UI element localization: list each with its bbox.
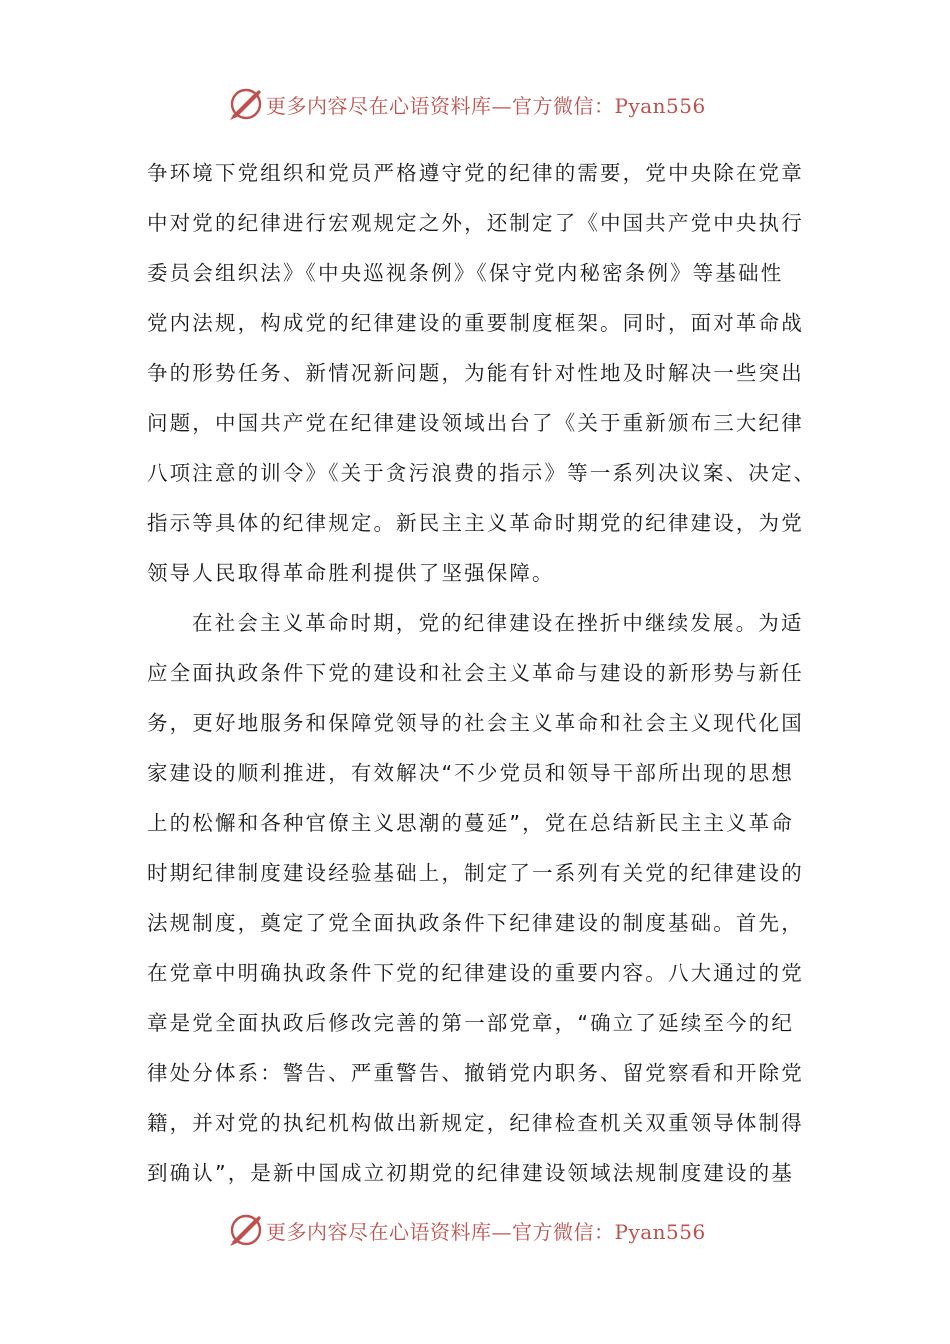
body-line: 问题，中国共产党在纪律建设领域出台了《关于重新颁布三大纪律: [147, 411, 804, 435]
body-line: 争的形势任务、新情况新问题，为能有针对性地及时解决一些突出: [147, 361, 804, 385]
pen-circle-logo-icon: [228, 86, 264, 122]
body-line: 法规制度，奠定了党全面执政条件下纪律建设的制度基础。首先，: [147, 911, 804, 935]
document-body: [147, 148, 817, 1198]
body-line: 上的松懈和各种官僚主义思潮的蔓延”，党在总结新民主主义革命: [147, 811, 794, 835]
body-line: 应全面执政条件下党的建设和社会主义革命与建设的新形势与新任: [147, 661, 804, 685]
body-line: 指示等具体的纪律规定。新民主主义革命时期党的纪律建设，为党: [147, 511, 804, 535]
body-line: 争环境下党组织和党员严格遵守党的纪律的需要，党中央除在党章: [147, 161, 804, 185]
footer-banner: [228, 1212, 728, 1248]
body-line: 委员会组织法》《中央巡视条例》《保守党内秘密条例》等基础性: [147, 261, 784, 285]
body-line: 章是党全面执政后修改完善的第一部党章，“确立了延续至今的纪: [147, 1011, 794, 1035]
footer-banner-text: 更多内容尽在心语资料库—官方微信：Pyan556: [266, 1219, 706, 1244]
body-line: 家建设的顺利推进，有效解决“不少党员和领导干部所出现的思想: [147, 761, 794, 785]
paragraph-start-line: 在社会主义革命时期，党的纪律建设在挫折中继续发展。为适: [192, 611, 804, 635]
body-line: 籍，并对党的执纪机构做出新规定，纪律检查机关双重领导体制得: [147, 1111, 804, 1135]
pen-circle-logo-icon: [228, 1212, 264, 1248]
body-line: 领导人民取得革命胜利提供了坚强保障。: [147, 561, 555, 585]
body-line: 党内法规，构成党的纪律建设的重要制度框架。同时，面对革命战: [147, 311, 804, 335]
body-line: 到确认”，是新中国成立初期党的纪律建设领域法规制度建设的基: [147, 1161, 794, 1185]
body-line: 律处分体系：警告、严重警告、撤销党内职务、留党察看和开除党: [147, 1061, 804, 1085]
body-line: 在党章中明确执政条件下党的纪律建设的重要内容。八大通过的党: [147, 961, 804, 985]
body-line: 务，更好地服务和保障党领导的社会主义革命和社会主义现代化国: [147, 711, 804, 735]
header-banner-text: 更多内容尽在心语资料库—官方微信：Pyan556: [266, 93, 706, 118]
body-line: 中对党的纪律进行宏观规定之外，还制定了《中国共产党中央执行: [147, 211, 804, 235]
body-line: 时期纪律制度建设经验基础上，制定了一系列有关党的纪律建设的: [147, 861, 804, 885]
header-banner: [228, 86, 728, 122]
body-line: 八项注意的训令》《关于贪污浪费的指示》等一系列决议案、决定、: [147, 461, 817, 485]
